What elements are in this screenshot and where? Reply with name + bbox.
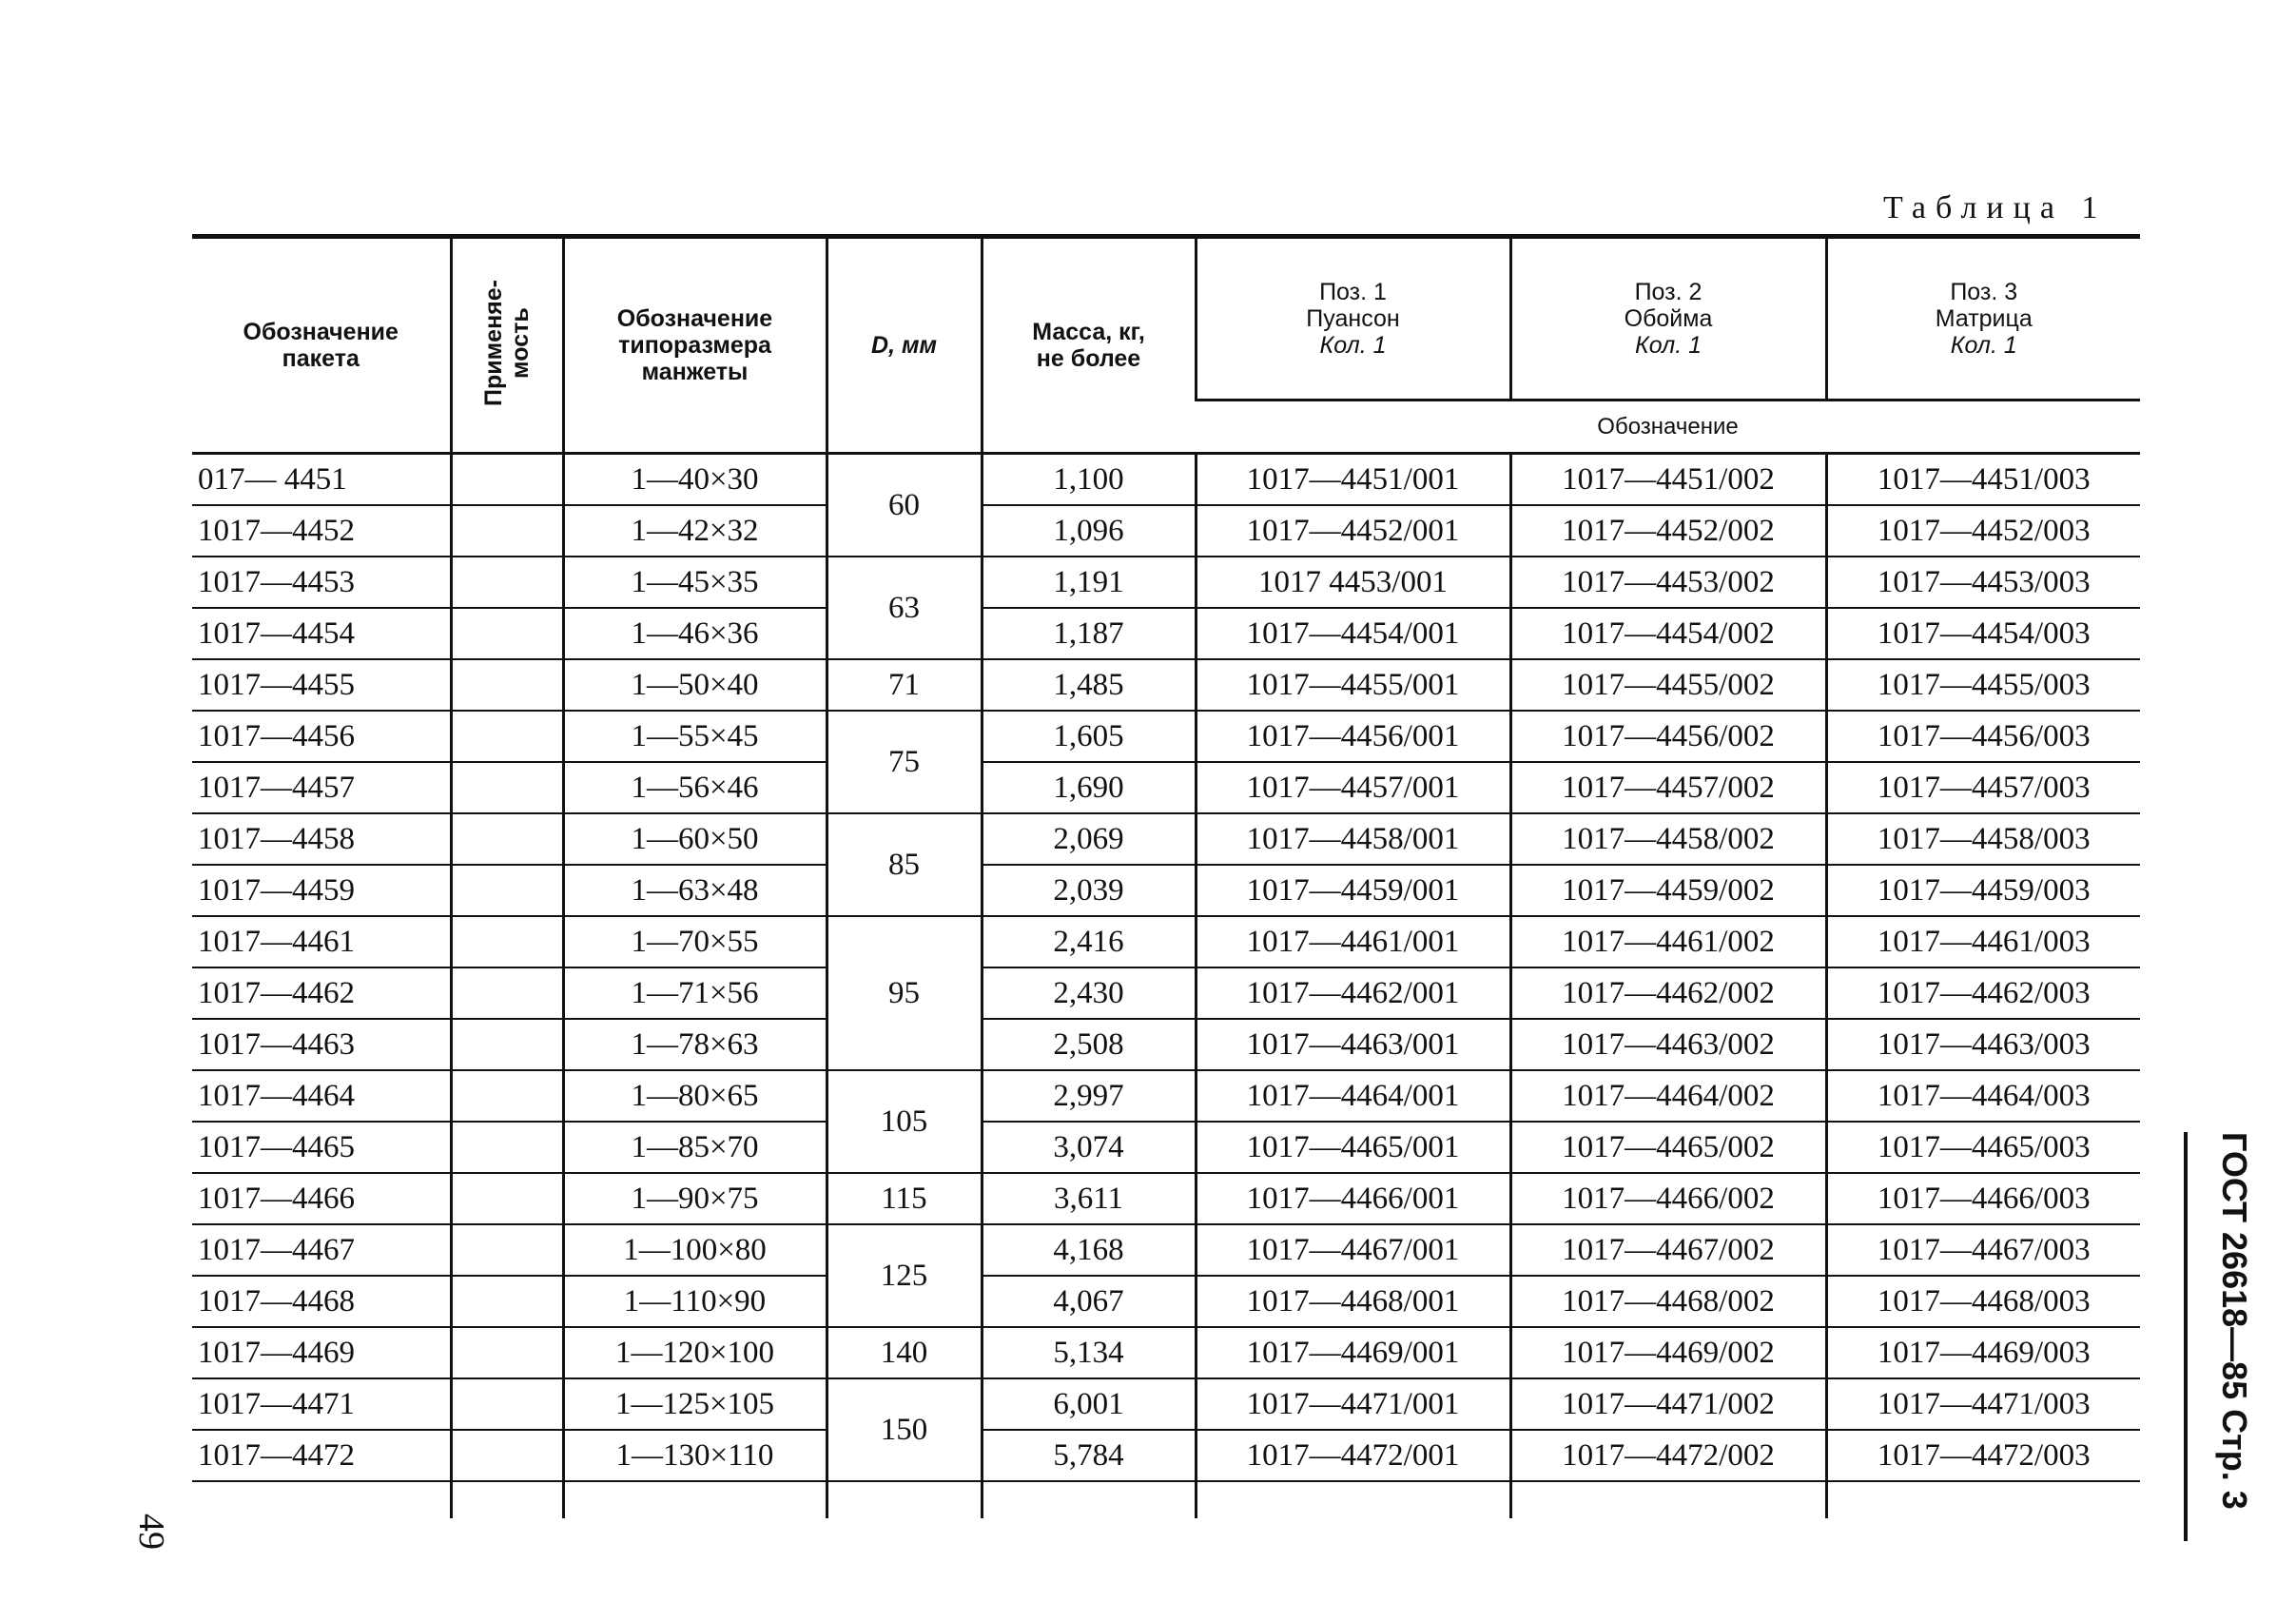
pos2-designation-cell: 1017—4458/002	[1510, 813, 1826, 865]
package-designation-cell: 1017—4472	[192, 1430, 451, 1481]
table-row	[192, 916, 2140, 967]
pos2-designation-cell: 1017—4452/002	[1510, 505, 1826, 557]
pos1-designation-cell: 1017—4466/001	[1196, 1173, 1510, 1224]
usage-cell	[451, 1122, 563, 1173]
tail-cell	[827, 1481, 982, 1518]
pos1-designation-cell: 1017—4461/001	[1196, 916, 1510, 967]
mass-cell: 5,134	[982, 1327, 1196, 1378]
pos3-designation-cell: 1017—4452/003	[1826, 505, 2140, 557]
cuff-size-cell: 1—56×46	[563, 762, 827, 813]
pos1-designation-cell: 1017—4469/001	[1196, 1327, 1510, 1378]
tail-cell	[451, 1481, 563, 1518]
pos3-designation-cell: 1017—4471/003	[1826, 1378, 2140, 1430]
pos3-designation-cell: 1017—4454/003	[1826, 608, 2140, 659]
package-designation-cell: 1017—4454	[192, 608, 451, 659]
mass-cell: 4,067	[982, 1276, 1196, 1327]
pos2-designation-cell: 1017—4454/002	[1510, 608, 1826, 659]
package-designation-cell: 1017—4471	[192, 1378, 451, 1430]
package-designation-cell: 1017—4463	[192, 1019, 451, 1070]
usage-cell	[451, 1276, 563, 1327]
package-designation-cell: 1017—4455	[192, 659, 451, 711]
cuff-size-cell: 1—120×100	[563, 1327, 827, 1378]
cuff-size-cell: 1—50×40	[563, 659, 827, 711]
diameter-cell: 140	[827, 1327, 982, 1378]
table-row	[192, 1224, 2140, 1276]
usage-cell	[451, 454, 563, 506]
pos2-title: Поз. 2	[1634, 279, 1703, 305]
pos3-designation-cell: 1017—4467/003	[1826, 1224, 2140, 1276]
tail-cell	[1510, 1481, 1826, 1518]
table-row	[192, 1378, 2140, 1430]
pos2-designation-cell: 1017—4457/002	[1510, 762, 1826, 813]
header-pos2	[1510, 237, 1826, 400]
pos1-designation-cell: 1017 4453/001	[1196, 557, 1510, 608]
mass-cell: 5,784	[982, 1430, 1196, 1481]
diameter-cell: 85	[827, 813, 982, 916]
table-row	[192, 608, 2140, 659]
pos1-designation-cell: 1017—4458/001	[1196, 813, 1510, 865]
pos2-designation-cell: 1017—4462/002	[1510, 967, 1826, 1019]
table-row	[192, 1327, 2140, 1378]
cuff-size-cell: 1—125×105	[563, 1378, 827, 1430]
table-row	[192, 967, 2140, 1019]
pos1-qty: Кол. 1	[1319, 332, 1387, 359]
package-designation-cell: 1017—4462	[192, 967, 451, 1019]
pos3-designation-cell: 1017—4465/003	[1826, 1122, 2140, 1173]
package-designation-cell: 1017—4465	[192, 1122, 451, 1173]
table-row	[192, 454, 2140, 506]
usage-cell	[451, 1070, 563, 1122]
table-row	[192, 762, 2140, 813]
pos2-designation-cell: 1017—4469/002	[1510, 1327, 1826, 1378]
table-body	[192, 454, 2140, 1519]
diameter-cell: 75	[827, 711, 982, 813]
pos1-designation-cell: 1017—4451/001	[1196, 454, 1510, 506]
pos2-designation-cell: 1017—4461/002	[1510, 916, 1826, 967]
table-row	[192, 1430, 2140, 1481]
pos3-title: Поз. 3	[1950, 279, 2018, 305]
cuff-size-cell: 1—80×65	[563, 1070, 827, 1122]
cuff-size-cell: 1—78×63	[563, 1019, 827, 1070]
pos1-designation-cell: 1017—4457/001	[1196, 762, 1510, 813]
mass-cell: 1,100	[982, 454, 1196, 506]
mass-cell: 3,074	[982, 1122, 1196, 1173]
pos2-designation-cell: 1017—4472/002	[1510, 1430, 1826, 1481]
cuff-size-cell: 1—85×70	[563, 1122, 827, 1173]
side-document-label	[2184, 1132, 2273, 1541]
table-row	[192, 659, 2140, 711]
cuff-size-cell: 1—71×56	[563, 967, 827, 1019]
pos3-designation-cell: 1017—4458/003	[1826, 813, 2140, 865]
pos1-designation-cell: 1017—4459/001	[1196, 865, 1510, 916]
pos3-qty: Кол. 1	[1950, 332, 2017, 359]
cuff-size-cell: 1—63×48	[563, 865, 827, 916]
header-diameter: D, мм	[827, 237, 982, 454]
cuff-size-cell: 1—90×75	[563, 1173, 827, 1224]
package-designation-cell: 1017—4453	[192, 557, 451, 608]
diameter-cell: 71	[827, 659, 982, 711]
mass-cell: 1,191	[982, 557, 1196, 608]
pos1-title: Поз. 1	[1319, 279, 1387, 305]
tail-cell	[192, 1481, 451, 1518]
table-row	[192, 1070, 2140, 1122]
table-caption: Таблица 1	[1883, 190, 2108, 225]
pos2-designation-cell: 1017—4468/002	[1510, 1276, 1826, 1327]
table-row	[192, 557, 2140, 608]
pos1-designation-cell: 1017—4471/001	[1196, 1378, 1510, 1430]
package-designation-cell: 1017—4468	[192, 1276, 451, 1327]
pos3-designation-cell: 1017—4466/003	[1826, 1173, 2140, 1224]
mass-cell: 4,168	[982, 1224, 1196, 1276]
diameter-cell: 95	[827, 916, 982, 1070]
pos2-designation-cell: 1017—4455/002	[1510, 659, 1826, 711]
pos1-designation-cell: 1017—4452/001	[1196, 505, 1510, 557]
mass-cell: 2,069	[982, 813, 1196, 865]
side-label-text: ГОСТ 26618—85 Стр. 3	[2215, 1132, 2254, 1510]
usage-cell	[451, 1430, 563, 1481]
usage-cell	[451, 865, 563, 916]
package-designation-cell: 1017—4464	[192, 1070, 451, 1122]
package-designation-cell: 017— 4451	[192, 454, 451, 506]
mass-cell: 1,690	[982, 762, 1196, 813]
usage-cell	[451, 1327, 563, 1378]
pos2-designation-cell: 1017—4464/002	[1510, 1070, 1826, 1122]
usage-cell	[451, 967, 563, 1019]
table-row	[192, 711, 2140, 762]
usage-cell	[451, 1173, 563, 1224]
mass-cell: 1,605	[982, 711, 1196, 762]
usage-cell	[451, 711, 563, 762]
pos1-designation-cell: 1017—4456/001	[1196, 711, 1510, 762]
pos2-designation-cell: 1017—4463/002	[1510, 1019, 1826, 1070]
mass-cell: 6,001	[982, 1378, 1196, 1430]
diameter-cell: 63	[827, 557, 982, 659]
diameter-cell: 115	[827, 1173, 982, 1224]
header-designation: Обозначение	[1196, 400, 2140, 454]
package-designation-cell: 1017—4467	[192, 1224, 451, 1276]
table-row	[192, 1276, 2140, 1327]
pos2-designation-cell: 1017—4466/002	[1510, 1173, 1826, 1224]
pos3-designation-cell: 1017—4469/003	[1826, 1327, 2140, 1378]
cuff-size-cell: 1—55×45	[563, 711, 827, 762]
pos3-designation-cell: 1017—4457/003	[1826, 762, 2140, 813]
usage-cell	[451, 1224, 563, 1276]
package-designation-cell: 1017—4452	[192, 505, 451, 557]
tail-cell	[563, 1481, 827, 1518]
pos2-designation-cell: 1017—4451/002	[1510, 454, 1826, 506]
usage-cell	[451, 505, 563, 557]
mass-cell: 2,039	[982, 865, 1196, 916]
diameter-cell: 105	[827, 1070, 982, 1173]
diameter-cell: 150	[827, 1378, 982, 1481]
pos3-designation-cell: 1017—4461/003	[1826, 916, 2140, 967]
tail-cell	[982, 1481, 1196, 1518]
page-number: 49	[131, 1514, 171, 1550]
header-package: Обозначение пакета	[192, 237, 451, 454]
mass-cell: 2,430	[982, 967, 1196, 1019]
header-pos1	[1196, 237, 1510, 400]
pos3-designation-cell: 1017—4451/003	[1826, 454, 2140, 506]
pos3-designation-cell: 1017—4459/003	[1826, 865, 2140, 916]
pos2-designation-cell: 1017—4465/002	[1510, 1122, 1826, 1173]
pos2-designation-cell: 1017—4471/002	[1510, 1378, 1826, 1430]
mass-cell: 1,187	[982, 608, 1196, 659]
pos2-designation-cell: 1017—4467/002	[1510, 1224, 1826, 1276]
cuff-size-cell: 1—40×30	[563, 454, 827, 506]
table-row	[192, 1122, 2140, 1173]
mass-cell: 2,508	[982, 1019, 1196, 1070]
header-cuff-size: Обозначение типоразмера манжеты	[563, 237, 827, 454]
mass-cell: 1,096	[982, 505, 1196, 557]
pos1-designation-cell: 1017—4472/001	[1196, 1430, 1510, 1481]
pos2-name: Обойма	[1624, 305, 1713, 332]
pos1-designation-cell: 1017—4464/001	[1196, 1070, 1510, 1122]
pos3-designation-cell: 1017—4453/003	[1826, 557, 2140, 608]
pos1-designation-cell: 1017—4455/001	[1196, 659, 1510, 711]
pos1-designation-cell: 1017—4454/001	[1196, 608, 1510, 659]
pos1-name: Пуансон	[1306, 305, 1400, 332]
cuff-size-cell: 1—70×55	[563, 916, 827, 967]
pos3-designation-cell: 1017—4455/003	[1826, 659, 2140, 711]
pos2-designation-cell: 1017—4453/002	[1510, 557, 1826, 608]
package-designation-cell: 1017—4458	[192, 813, 451, 865]
cuff-size-cell: 1—130×110	[563, 1430, 827, 1481]
package-designation-cell: 1017—4469	[192, 1327, 451, 1378]
pos2-designation-cell: 1017—4456/002	[1510, 711, 1826, 762]
pos1-designation-cell: 1017—4465/001	[1196, 1122, 1510, 1173]
table-row	[192, 505, 2140, 557]
package-designation-cell: 1017—4456	[192, 711, 451, 762]
table-row	[192, 813, 2140, 865]
cuff-size-cell: 1—100×80	[563, 1224, 827, 1276]
usage-cell	[451, 762, 563, 813]
tail-cell	[1826, 1481, 2140, 1518]
header-row	[192, 237, 2140, 400]
table-row	[192, 1019, 2140, 1070]
usage-cell	[451, 608, 563, 659]
pos3-designation-cell: 1017—4472/003	[1826, 1430, 2140, 1481]
diameter-cell: 125	[827, 1224, 982, 1327]
usage-cell	[451, 1378, 563, 1430]
cuff-size-cell: 1—46×36	[563, 608, 827, 659]
pos1-designation-cell: 1017—4462/001	[1196, 967, 1510, 1019]
mass-cell: 2,416	[982, 916, 1196, 967]
header-pos3	[1826, 237, 2140, 400]
cuff-size-cell: 1—110×90	[563, 1276, 827, 1327]
header-mass: Масса, кг, не более	[982, 237, 1196, 454]
pos3-designation-cell: 1017—4464/003	[1826, 1070, 2140, 1122]
diameter-cell: 60	[827, 454, 982, 557]
parts-table	[192, 234, 2140, 1518]
pos1-designation-cell: 1017—4463/001	[1196, 1019, 1510, 1070]
usage-cell	[451, 1019, 563, 1070]
package-designation-cell: 1017—4466	[192, 1173, 451, 1224]
mass-cell: 1,485	[982, 659, 1196, 711]
usage-cell	[451, 557, 563, 608]
header-usage-text: Применяе- мость	[480, 279, 534, 406]
pos2-qty: Кол. 1	[1635, 332, 1702, 359]
cuff-size-cell: 1—42×32	[563, 505, 827, 557]
table-row	[192, 1173, 2140, 1224]
pos1-designation-cell: 1017—4467/001	[1196, 1224, 1510, 1276]
mass-cell: 3,611	[982, 1173, 1196, 1224]
usage-cell	[451, 813, 563, 865]
cuff-size-cell: 1—45×35	[563, 557, 827, 608]
pos3-designation-cell: 1017—4463/003	[1826, 1019, 2140, 1070]
package-designation-cell: 1017—4461	[192, 916, 451, 967]
table-tail-row	[192, 1481, 2140, 1518]
table-row	[192, 865, 2140, 916]
package-designation-cell: 1017—4457	[192, 762, 451, 813]
pos3-designation-cell: 1017—4462/003	[1826, 967, 2140, 1019]
pos3-designation-cell: 1017—4456/003	[1826, 711, 2140, 762]
pos2-designation-cell: 1017—4459/002	[1510, 865, 1826, 916]
usage-cell	[451, 916, 563, 967]
mass-cell: 2,997	[982, 1070, 1196, 1122]
pos1-designation-cell: 1017—4468/001	[1196, 1276, 1510, 1327]
table-container	[192, 234, 2140, 1518]
header-usage	[451, 237, 563, 454]
package-designation-cell: 1017—4459	[192, 865, 451, 916]
usage-cell	[451, 659, 563, 711]
pos3-designation-cell: 1017—4468/003	[1826, 1276, 2140, 1327]
pos3-name: Матрица	[1935, 305, 2033, 332]
cuff-size-cell: 1—60×50	[563, 813, 827, 865]
tail-cell	[1196, 1481, 1510, 1518]
